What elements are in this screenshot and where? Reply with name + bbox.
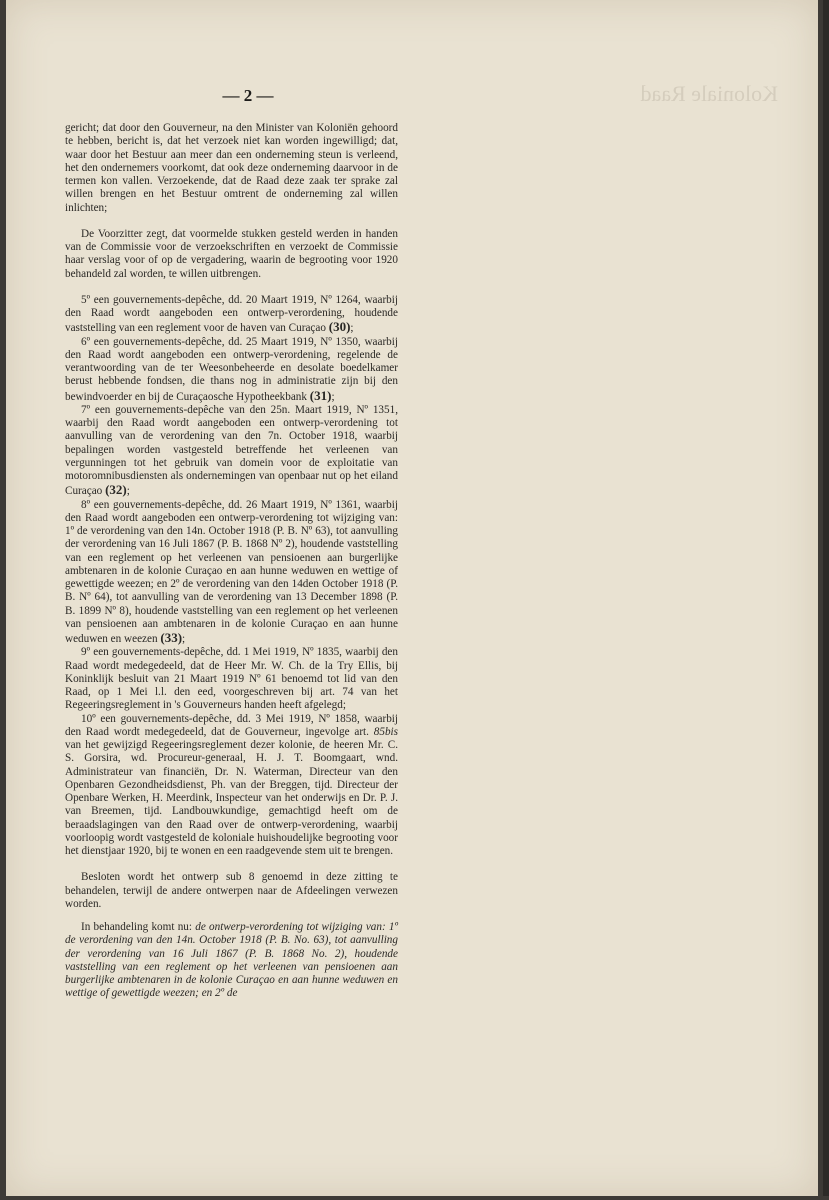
paragraph-in-treatment-intro: In behandeling komt nu: [81,921,192,933]
paragraph-in-treatment-title: de ontwerp-verordening tot wijziging van: 1º de verordening van den 14n. October 1918 (P. B. No. 63), tot aanvulling der verordening van 16 Juli 1867 (P. B. 1868 No. 2), houdende vaststelling van een reglement op het verleenen van pensioenen aan burgerlijke ambtenaren in de kolonie Curaçao en aan hunne weduwen en wettige of gewettigde weezen; en 2º de [65,921,398,1000]
list-item-8: 8º een gouvernements-depêche, dd. 26 Maart 1919, Nº 1361, waarbij den Raad wordt aangeboden een ontwerp-verordening tot wijziging van: 1º de verordening van den 14n. October 1918 (P. B. Nº 63), tot aanvulling der verordening van 16 Juli 1867 (P. B. 1868 Nº 2), houdende vaststelling van een reglement op het verleenen van pensioenen aan burgerlijke ambtenaren in de kolonie Curaçao en aan hunne weduwen en wettige of gewettigde weezen; en 2º de verordening van den 14den October 1918 (P. B. Nº 64), tot aanvulling van de verordening van 13 December 1898 (P. B. 1899 Nº 8), houdende vaststelling van een reglement op het verleenen van pensioenen aan ambtenaren in de kolonie Curaçao en aan hunne weduwen en weezen (33); [65,498,398,645]
list-item-9: 9º een gouvernements-depêche, dd. 1 Mei 1919, Nº 1835, waarbij den Raad wordt medegedeeld, dat de Heer Mr. W. Ch. de la Try Ellis, bij Koninklijk besluit van 21 Maart 1919 Nº 61 benoemd tot lid van den Raad, op 1 Mei l.l. den eed, voorgeschreven bij art. 74 van het Regeeringsreglement in 's Gouverneurs handen heeft afgelegd; [65,646,398,712]
paragraph-petition: gericht; dat door den Gouverneur, na den Minister van Koloniën gehoord te hebben, bericht is, dat het verzoek niet kan worden ingewilligd; dat, waar door het Bestuur aan meer dan een onderneming steun is verleend, het den ondernemers voorkomt, dat ook deze onderneming daarvoor in de termen kon vallen. Verzoekende, dat de Raad deze zaak ter sprake zal willen brengen en het Bestuur omtrent de onderneming zal willen inlichten; [65,122,398,214]
paragraph-decision: Besloten wordt het ontwerp sub 8 genoemd in deze zitting te behandelen, terwijl de andere ontwerpen naar de Afdeelingen verwezen worden. [65,871,398,910]
list-item-8-text: 8º een gouvernements-depêche, dd. 26 Maart 1919, Nº 1361, waarbij den Raad wordt aangeboden een ontwerp-verordening tot wijziging van: 1º de verordening van den 14n. October 1918 (P. B. Nº 63), tot aanvulling der verordening van 16 Juli 1867 (P. B. 1868 Nº 2), houdende vaststelling van een reglement op het verleenen van pensioenen aan burgerlijke ambtenaren in de kolonie Curaçao en aan hunne weduwen en wettige of gewettigde weezen; en 2º de verordening van den 14den October 1918 (P. B. Nº 64), tot aanvulling van de verordening van 13 December 1898 (P. B. 1899 Nº 8), houdende vaststelling van een reglement op het verleenen van pensioenen aan ambtenaren in de kolonie Curaçao en aan hunne weduwen en weezen [65,498,398,645]
list-item-10-bis: 85bis [373,725,398,738]
body-text [65,122,398,1001]
list-item-6: 6º een gouvernements-depêche, dd. 25 Maart 1919, Nº 1350, waarbij den Raad wordt aangeboden een ontwerp-verordening, regelende de verantwoording van de ter Weesonbeheerde en desolate boedelkamer berust hebbende fondsen, die thans nog in administratie zijn bij den bewindvoerder en bij de Curaçaosche Hypotheekbank (31); [65,335,398,403]
document-page [6,0,818,1196]
paragraph-in-treatment [65,921,398,1001]
list-item-7: 7º een gouvernements-depêche van den 25n. Maart 1919, Nº 1351, waarbij den Raad wordt aangeboden een ontwerp-verordening tot aanvulling van de verordening van den 7n. October 1918, waarbij bepalingen worden vastgesteld betreffende het verleenen van vergunningen tot het gebruik van domein voor de exploitatie van motoromnibusdiensten als ondernemingen van openbaar nut op het eiland Curaçao (32); [65,403,398,498]
list-item-6-text: 6º een gouvernements-depêche, dd. 25 Maart 1919, Nº 1350, waarbij den Raad wordt aangeboden een ontwerp-verordening, regelende de verantwoording van de ter Weesonbeheerde en desolate boedelkamer berust hebbende fondsen, die thans nog in administratie zijn bij den bewindvoerder en bij de Curaçaosche Hypotheekbank [65,335,398,403]
list-item-10-text-b: van het gewijzigd Regeeringsreglement dezer kolonie, de heeren Mr. C. S. Gorsira, wd. Procureur-generaal, H. J. T. Boomgaart, wnd. Administrateur van financiën, Dr. N. Waterman, Directeur van den Openbaren Gezondheidsdienst, Ph. van der Breggen, tijd. Directeur der Openbare Werken, H. Meerdink, Inspecteur van het onderwijs en Dr. P. J. van Breemen, tijd. Landbouwkundige, gemachtigd heeft om de beraadslagingen van den Raad over de ontwerp-verordening, waarbij voorloopig wordt vastgesteld de koloniale huishoudelijke begrooting voor het dienstjaar 1920, bij te wonen en een raadgevende stem uit te brengen. [65,739,398,857]
list-item-8-number: (33) [160,630,183,645]
bleed-through-text: Koloniale Raad [640,81,778,106]
page-edge [823,0,829,1196]
page-number: — 2 — [222,86,274,105]
list-item-7-text: 7º een gouvernements-depêche van den 25n. Maart 1919, Nº 1351, waarbij den Raad wordt aangeboden een ontwerp-verordening tot aanvulling van de verordening van den 7n. October 1918, waarbij bepalingen worden vastgesteld betreffende het verleenen van vergunningen tot het gebruik van domein voor de exploitatie van motoromnibusdiensten als ondernemingen van openbaar nut op het eiland Curaçao [65,403,398,498]
paragraph-chairman: De Voorzitter zegt, dat voormelde stukken gesteld werden in handen van de Commissie voor de verzoekschriften en verzoekt de Commissie haar verslag voor of op de vergadering, waarin de begrooting voor 1920 behandeld zal worden, te willen uitbrengen. [65,227,398,280]
list-item-5-number: (30) [328,319,351,335]
list-item-10 [65,713,398,859]
list-item-6-number: (31) [309,387,332,403]
list-item-10-text-a: 10º een gouvernements-depêche, dd. 3 Mei 1919, Nº 1858, waarbij den Raad wordt medegedeeld, dat de Gouverneur, ingevolge art. [65,712,398,738]
list-item-5-text: 5º een gouvernements-depêche, dd. 20 Maart 1919, Nº 1264, waarbij den Raad wordt aangeboden een ontwerp-verordening, houdende vaststelling van een reglement voor de haven van Curaçao [65,293,398,335]
list-item-7-number: (32) [105,482,127,498]
list-item-5: 5º een gouvernements-depêche, dd. 20 Maart 1919, Nº 1264, waarbij den Raad wordt aangeboden een ontwerp-verordening, houdende vaststelling van een reglement voor de haven van Curaçao (30); [65,293,398,335]
